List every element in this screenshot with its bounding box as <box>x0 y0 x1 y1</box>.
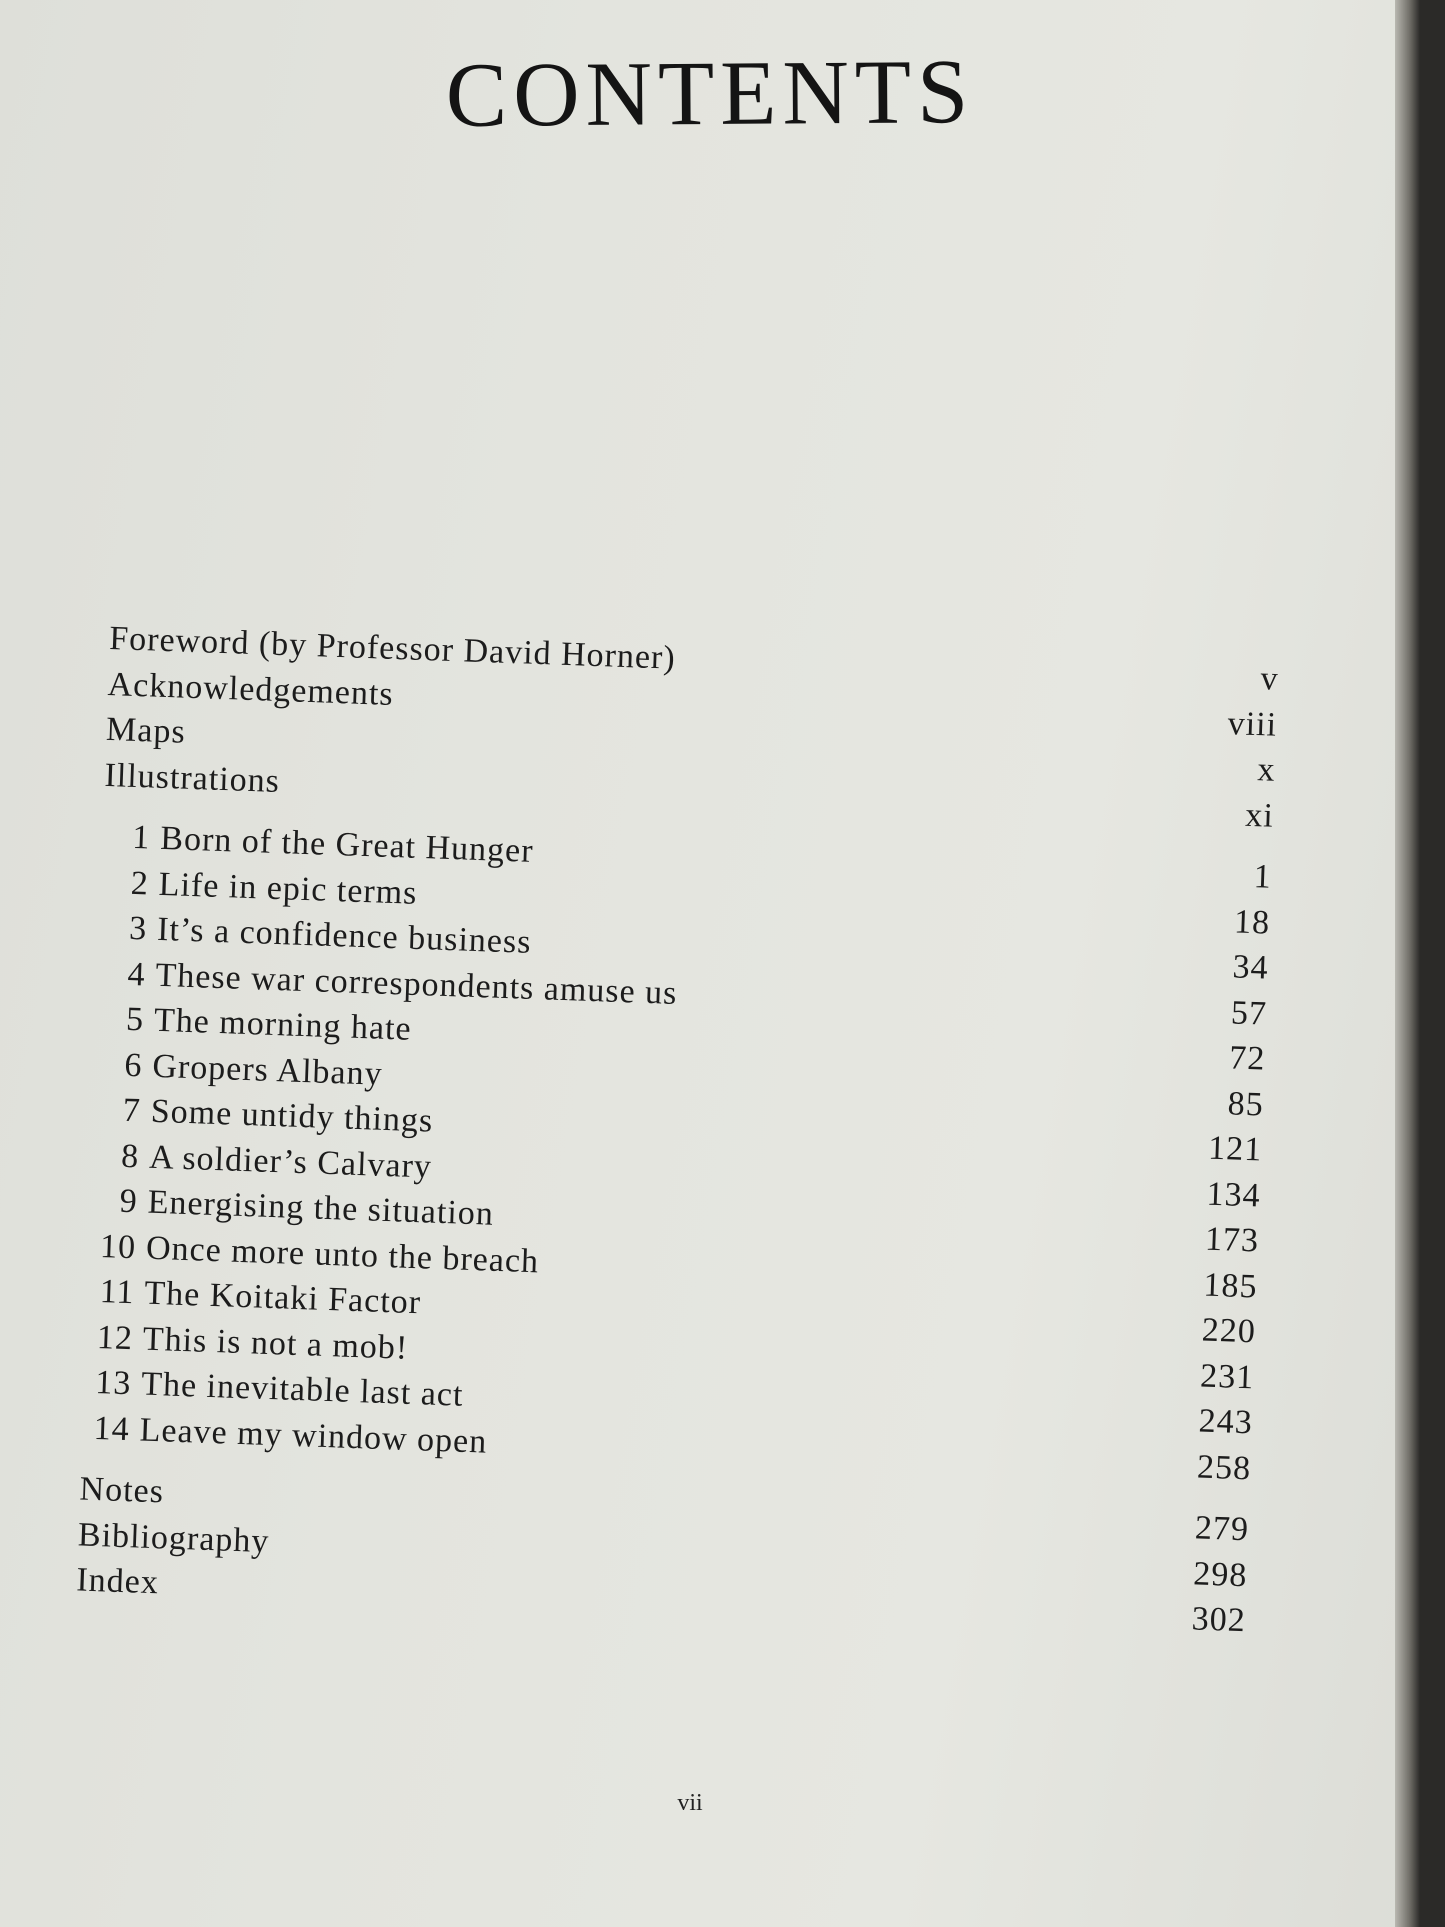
entry-title: Bibliography <box>77 1515 271 1560</box>
chapter-number: 4 <box>127 955 147 993</box>
chapter-title: Leave my window open <box>139 1411 488 1461</box>
chapter-number: 3 <box>128 909 148 948</box>
entry-page-number: 173 <box>1204 1220 1260 1260</box>
chapter-number: 9 <box>119 1182 139 1221</box>
entry-page-number: xi <box>1244 796 1275 835</box>
chapter-title: Once more unto the breach <box>145 1229 540 1280</box>
chapter-title: The Koitaki Factor <box>143 1274 422 1322</box>
entry-title: Notes <box>79 1470 165 1511</box>
chapter-number: 6 <box>123 1046 144 1084</box>
chapter-number: 12 <box>96 1318 134 1357</box>
chapter-number: 11 <box>99 1273 136 1312</box>
entry-page-number: 185 <box>1202 1266 1259 1305</box>
chapter-title: The inevitable last act <box>140 1365 465 1414</box>
chapter-title: Some untidy things <box>150 1092 434 1140</box>
chapter-title: Gropers Albany <box>151 1047 384 1093</box>
page-edge-shadow <box>1395 0 1420 1927</box>
entry-page-number: 258 <box>1196 1447 1252 1487</box>
page-folio: vii <box>677 1790 703 1816</box>
entry-title: Illustrations <box>103 756 281 800</box>
entry-page-number: 85 <box>1227 1084 1265 1124</box>
entry-page-number: 298 <box>1192 1554 1248 1594</box>
entry-title: Index <box>75 1561 160 1602</box>
entry-page-number: 231 <box>1199 1357 1255 1396</box>
chapter-number: 7 <box>122 1091 142 1130</box>
chapter-number: 8 <box>120 1137 140 1175</box>
entry-page-number: 220 <box>1201 1311 1257 1351</box>
entry-title: Acknowledgements <box>107 665 395 713</box>
chapter-title: These war correspondents amuse us <box>154 956 679 1012</box>
entry-page-number: viii <box>1227 704 1278 744</box>
chapter-number: 14 <box>93 1409 131 1448</box>
entry-page-number: 72 <box>1228 1039 1267 1078</box>
entry-page-number: 302 <box>1191 1600 1247 1640</box>
chapter-title: It’s a confidence business <box>156 910 533 961</box>
entry-page-number: x <box>1256 751 1277 789</box>
entry-title: Maps <box>105 710 187 751</box>
table-of-contents <box>76 620 1280 1648</box>
entry-page-number: v <box>1260 660 1280 698</box>
chapter-title: Born of the Great Hunger <box>159 819 535 870</box>
chapter-number: 2 <box>130 864 150 903</box>
chapter-title: The morning hate <box>153 1001 413 1048</box>
entry-page-number: 279 <box>1194 1509 1250 1549</box>
chapter-number: 1 <box>131 818 152 857</box>
chapter-title: Energising the situation <box>147 1183 495 1233</box>
chapter-title: Life in epic terms <box>158 865 419 912</box>
entry-page-number: 134 <box>1206 1175 1262 1214</box>
entry-page-number: 34 <box>1231 948 1270 987</box>
chapter-number: 10 <box>99 1227 137 1266</box>
chapter-title: A soldier’s Calvary <box>148 1138 433 1186</box>
page-title: CONTENTS <box>445 40 975 146</box>
entry-page-number: 57 <box>1230 993 1268 1033</box>
entry-page-number: 121 <box>1207 1129 1263 1169</box>
chapter-number: 13 <box>94 1363 133 1403</box>
entry-page-number: 243 <box>1198 1402 1254 1442</box>
chapter-title: This is not a mob! <box>142 1320 409 1367</box>
entry-title: Foreword (by Professor David Horner) <box>108 620 677 677</box>
entry-page-number: 1 <box>1253 858 1273 896</box>
entry-page-number: 18 <box>1233 902 1271 942</box>
chapter-number: 5 <box>125 1000 145 1039</box>
